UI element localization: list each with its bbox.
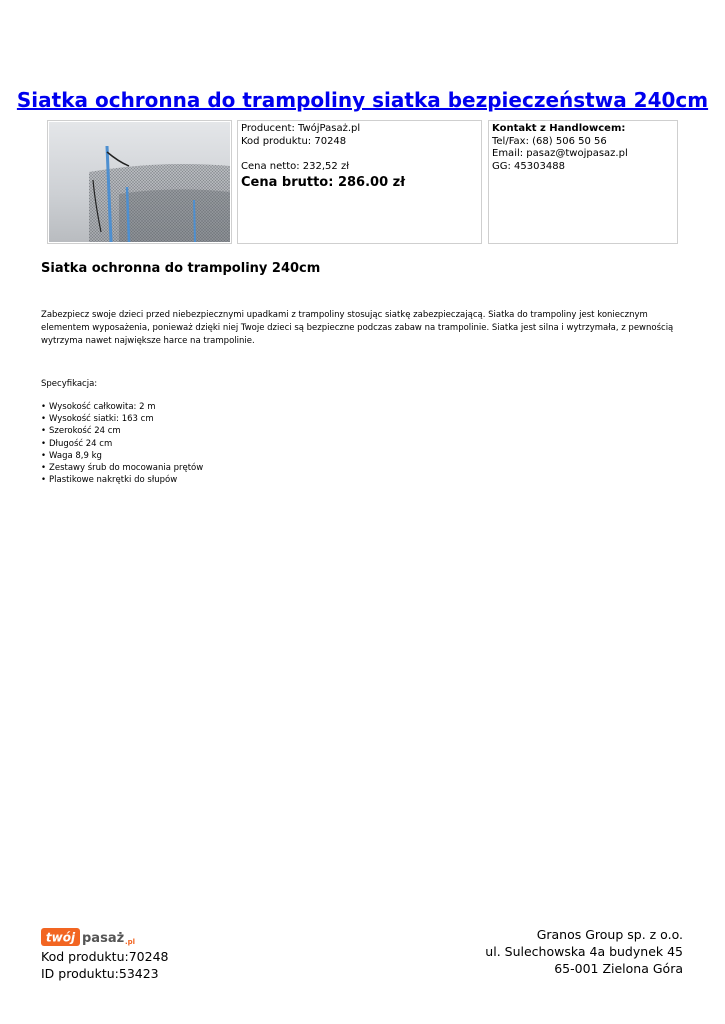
product-image-box bbox=[47, 120, 232, 244]
footer-street: ul. Sulechowska 4a budynek 45 bbox=[485, 944, 683, 959]
spec-item: • Waga 8,9 kg bbox=[41, 450, 203, 462]
contact-gg: GG: 45303488 bbox=[492, 160, 565, 172]
product-description: Zabezpiecz swoje dzieci przed niebezpiecznymi upadkami z trampoliny stosując siatkę zabezpieczającą. Siatka do trampoliny jest koniecznym elementem wyposażenia, ponieważ dzięki niej Twoje dzieci są bezpieczne podczas zabaw na trampolinie. Siatka jest silna i wytrzymała, z pewnością wytrzyma nawet największe harce na trampolinie. bbox=[41, 310, 674, 346]
producer-text: Producent: TwójPasaż.pl bbox=[241, 123, 361, 134]
footer-company-address bbox=[485, 926, 683, 977]
contact-box bbox=[488, 120, 678, 244]
footer-city: 65-001 Zielona Góra bbox=[554, 961, 683, 976]
spec-list bbox=[41, 401, 203, 486]
net-price-text: Cena netto: 232,52 zł bbox=[241, 160, 350, 172]
product-title-link[interactable]: Siatka ochronna do trampoliny siatka bezpieczeństwa 240cm bbox=[16, 88, 709, 112]
contact-phone: Tel/Fax: (68) 506 50 56 bbox=[492, 135, 607, 147]
spec-item: • Długość 24 cm bbox=[41, 438, 203, 450]
twojpasaz-logo bbox=[41, 926, 141, 948]
contact-heading: Kontakt z Handlowcem: bbox=[492, 123, 626, 134]
spec-label: Specyfikacja: bbox=[41, 379, 98, 389]
gross-price-text: Cena brutto: 286.00 zł bbox=[241, 175, 406, 190]
contact-email: Email: pasaz@twojpasaz.pl bbox=[492, 148, 628, 159]
product-info-box bbox=[237, 120, 482, 244]
spec-item: • Wysokość siatki: 163 cm bbox=[41, 413, 203, 425]
logo-part3: .pl bbox=[125, 938, 136, 946]
footer-product-ids bbox=[41, 948, 168, 982]
spec-item: • Zestawy śrub do mocowania prętów bbox=[41, 462, 203, 474]
spec-item: • Wysokość całkowita: 2 m bbox=[41, 401, 203, 413]
section-heading: Siatka ochronna do trampoliny 240cm bbox=[41, 261, 321, 276]
footer-product-code: Kod produktu:70248 bbox=[41, 949, 169, 964]
footer-company-name: Granos Group sp. z o.o. bbox=[536, 927, 683, 942]
product-code-text: Kod produktu: 70248 bbox=[241, 135, 347, 147]
logo-part2: pasaż bbox=[82, 931, 125, 946]
spec-item: • Plastikowe nakrętki do słupów bbox=[41, 474, 203, 486]
logo-part1: twój bbox=[45, 930, 76, 945]
footer-product-id: ID produktu:53423 bbox=[41, 966, 159, 981]
product-photo bbox=[49, 122, 230, 242]
spec-item: • Szerokość 24 cm bbox=[41, 425, 203, 437]
